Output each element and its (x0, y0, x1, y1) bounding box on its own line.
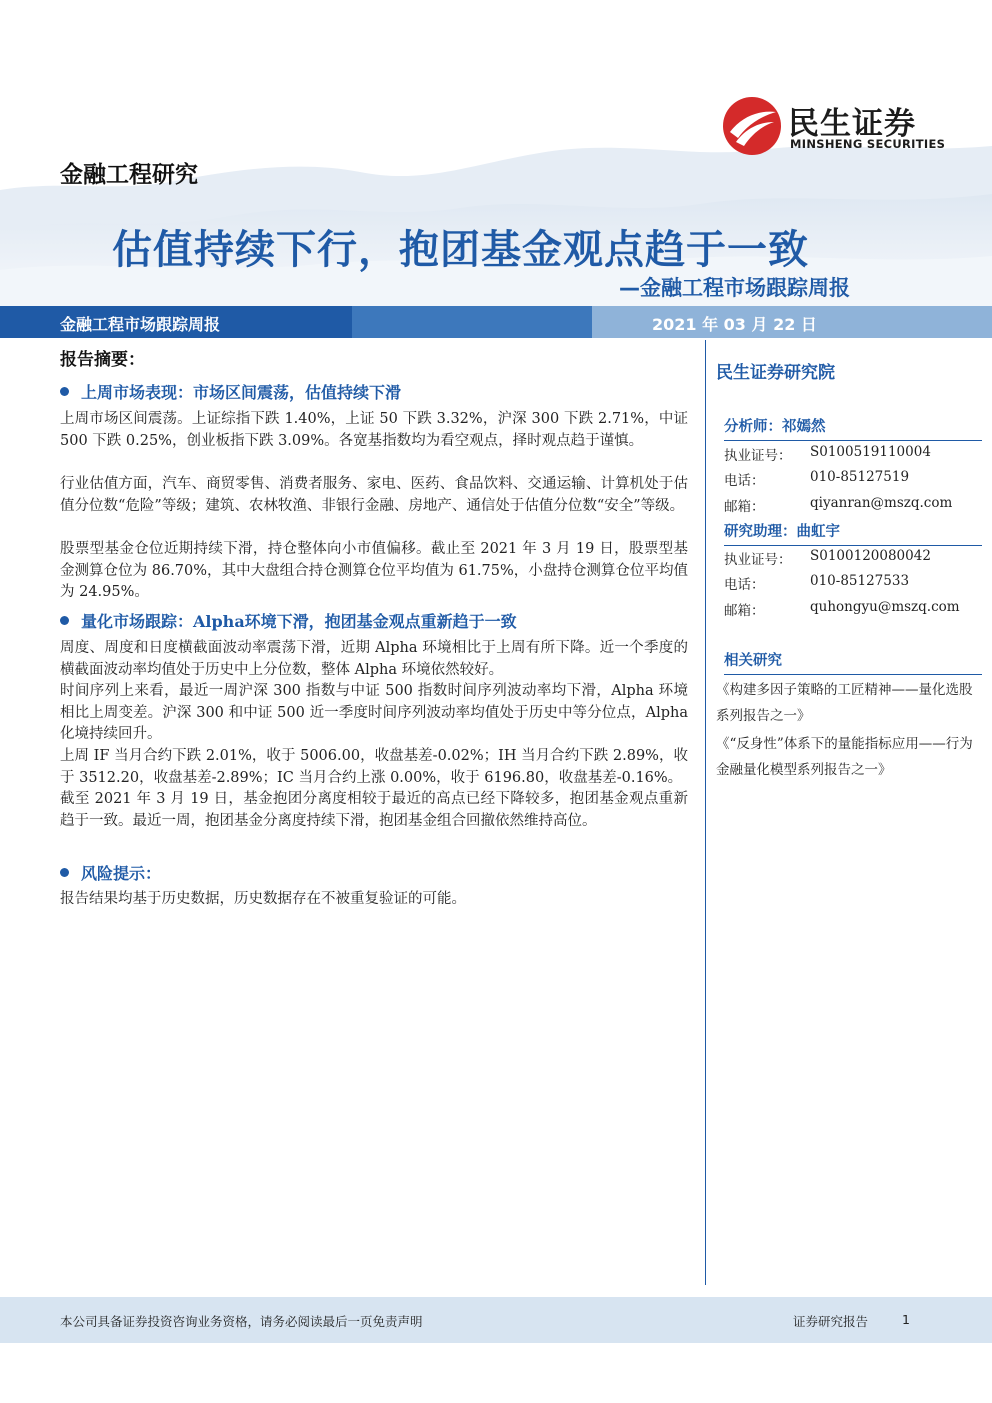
paragraph: 截至 2021 年 3 月 19 日，基金抱团分离度相较于最近的高点已经下降较多，抱团基金观点重新趋于一致。最近一周，抱团基金分离度持续下滑，抱团基金组合回撤依然维持高位。 (60, 791, 688, 829)
section-heading-market: 上周市场表现：市场区间震荡，估值持续下滑 (60, 380, 401, 403)
analyst-license: 执业证号： S0100519110004 (724, 444, 931, 464)
footer-disclaimer: 本公司具备证券投资咨询业务资格，请务必阅读最后一页免责声明 (60, 1314, 423, 1329)
paragraph: 上周 IF 当月合约下跌 2.01%，收于 5006.00，收盘基差-0.02%；IH 当月合约下跌 2.89%，收于 3512.20，收盘基差-2.89%；IC 当月合约上涨 0.00%，收于 6196.80，收盘基差-0.16%。 (60, 748, 688, 786)
paragraph: 股票型基金仓位近期持续下滑，持仓整体向小市值偏移。截止至 2021 年 3 月 19 日，股票型基金测算仓位为 86.70%，其中大盘组合持仓测算仓位平均值为 61.75%，小盘持仓测算仓位平均值为 24.95%。 (60, 541, 688, 601)
company-logo (722, 96, 952, 156)
report-category: 金融工程研究 (60, 162, 198, 188)
bar-segment-mid (352, 306, 592, 338)
research-institute: 民生证券研究院 (716, 363, 835, 383)
analyst-phone: 电话： 010-85127519 (724, 469, 910, 489)
bar-report-series: 金融工程市场跟踪周报 (60, 315, 221, 334)
analyst-email[interactable]: 邮箱： qiyanran@mszq.com (724, 495, 953, 515)
assistant-phone: 电话： 010-85127533 (724, 573, 910, 593)
page-number: 1 (902, 1312, 910, 1327)
related-research-item[interactable]: 《构建多因子策略的工匠精神——量化选股系列报告之一》 (716, 682, 973, 724)
section-heading-quant: 量化市场跟踪：Alpha环境下滑，抱团基金观点重新趋于一致 (60, 609, 517, 632)
paragraph: 时间序列上来看，最近一周沪深 300 指数与中证 500 指数时间序列波动率均下滑，Alpha 环境相比上周变差。沪深 300 和中证 500 近一季度时间序列波动率均值处于历史中等分位点，Alpha 化境持续回升。 (60, 683, 688, 743)
related-research-heading: 相关研究 (724, 649, 982, 675)
bullet-dot-icon (60, 868, 69, 877)
page-footer (0, 1297, 992, 1343)
footer-report-type: 证券研究报告 (793, 1314, 869, 1329)
logo-name-en: MINSHENG SECURITIES (790, 137, 946, 151)
column-divider (705, 340, 706, 1285)
analyst-heading: 分析师：祁嫣然 (724, 415, 982, 441)
paragraph: 行业估值方面，汽车、商贸零售、消费者服务、家电、医药、食品饮料、交通运输、计算机处于估值分位数“危险”等级；建筑、农林牧渔、非银行金融、房地产、通信处于估值分位数“安全”等级。 (60, 476, 688, 514)
paragraph: 周度、周度和日度横截面波动率震荡下滑，近期 Alpha 环境相比于上周有所下降。近一个季度的横截面波动率均值处于历史中上分位数，整体 Alpha 环境依然较好。 (60, 640, 688, 678)
assistant-heading: 研究助理：曲虹宇 (724, 520, 982, 546)
logo-name-cn: 民生证券 (788, 106, 916, 142)
bullet-dot-icon (60, 616, 69, 625)
report-subtitle: —金融工程市场跟踪周报 (619, 276, 850, 300)
report-title: 估值持续下行，抱团基金观点趋于一致 (112, 227, 809, 273)
paragraph: 报告结果均基于历史数据，历史数据存在不被重复验证的可能。 (60, 891, 466, 907)
summary-label: 报告摘要： (60, 350, 145, 370)
assistant-license: 执业证号： S0100120080042 (724, 548, 931, 568)
minsheng-logo-icon (722, 96, 782, 156)
assistant-email[interactable]: 邮箱： quhongyu@mszq.com (724, 599, 960, 619)
report-date: 2021 年 03 月 22 日 (652, 315, 817, 334)
header-bar (0, 306, 992, 338)
related-research-item[interactable]: 《“反身性”体系下的量能指标应用——行为金融量化模型系列报告之一》 (716, 736, 973, 778)
section-heading-risk: 风险提示： (60, 861, 161, 884)
paragraph: 上周市场区间震荡。上证综指下跌 1.40%，上证 50 下跌 3.32%，沪深 300 下跌 2.71%，中证 500 下跌 0.25%，创业板指下跌 3.09%。各宽基指数均为看空观点，择时观点趋于谨慎。 (60, 411, 688, 449)
bullet-dot-icon (60, 387, 69, 396)
